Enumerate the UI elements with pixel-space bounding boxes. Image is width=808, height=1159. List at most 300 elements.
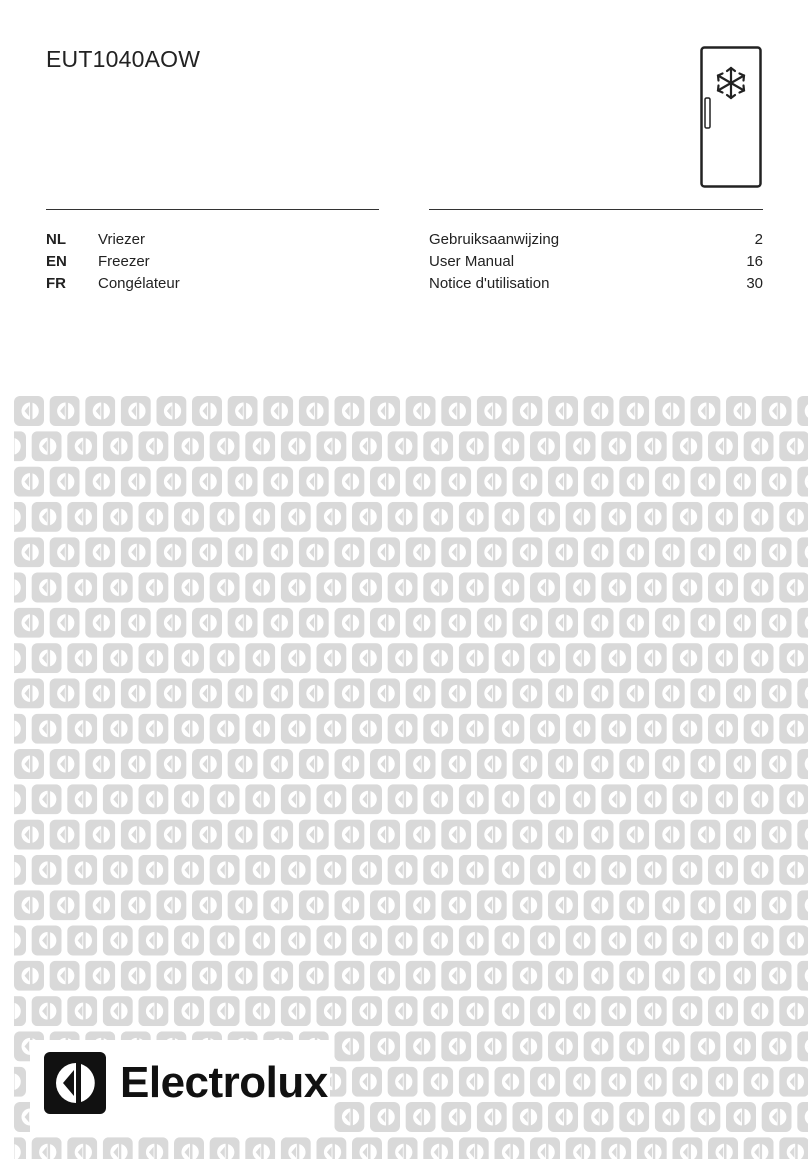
pattern-tile [263, 396, 293, 426]
pattern-tile [477, 749, 507, 779]
pattern-tile [672, 784, 702, 814]
pattern-tile [245, 996, 275, 1026]
pattern-tile [245, 926, 275, 956]
pattern-tile [512, 820, 542, 850]
pattern-tile [441, 608, 471, 638]
pattern-tile [762, 749, 792, 779]
pattern-tile [530, 926, 560, 956]
pattern-tile [138, 926, 168, 956]
pattern-tile [67, 502, 97, 532]
pattern-tile [281, 502, 311, 532]
pattern-tile [512, 1031, 542, 1061]
document-row-fr[interactable] [429, 275, 763, 297]
pattern-tile [174, 431, 204, 461]
pattern-tile [548, 678, 578, 708]
pattern-tile [512, 608, 542, 638]
pattern-tile [334, 396, 364, 426]
pattern-tile [156, 608, 186, 638]
pattern-tile [459, 431, 489, 461]
pattern-tile [121, 537, 151, 567]
pattern-tile [601, 855, 631, 885]
pattern-tile [406, 749, 436, 779]
pattern-tile [14, 537, 44, 567]
pattern-tile [726, 749, 756, 779]
pattern-tile [50, 961, 80, 991]
pattern-tile [708, 1067, 738, 1097]
pattern-tile [67, 573, 97, 603]
pattern-tile [494, 714, 524, 744]
pattern-tile [637, 573, 667, 603]
pattern-tile [601, 573, 631, 603]
pattern-tile [32, 714, 62, 744]
pattern-tile [726, 1102, 756, 1132]
pattern-tile [103, 784, 133, 814]
pattern-tile [174, 855, 204, 885]
pattern-tile [14, 678, 44, 708]
pattern-tile [619, 1031, 649, 1061]
pattern-tile [762, 820, 792, 850]
pattern-tile [494, 996, 524, 1026]
pattern-tile [245, 643, 275, 673]
pattern-tile [690, 749, 720, 779]
pattern-tile [210, 784, 240, 814]
pattern-tile [316, 996, 346, 1026]
pattern-tile [14, 396, 44, 426]
pattern-tile [423, 714, 453, 744]
pattern-tile [388, 784, 418, 814]
pattern-tile [281, 643, 311, 673]
pattern-tile [672, 573, 702, 603]
pattern-tile [512, 537, 542, 567]
pattern-tile [672, 643, 702, 673]
pattern-tile [192, 890, 222, 920]
pattern-tile [14, 1067, 26, 1097]
pattern-tile [138, 714, 168, 744]
pattern-tile [494, 1137, 524, 1159]
pattern-tile [584, 1031, 614, 1061]
pattern-tile [406, 1031, 436, 1061]
pattern-tile [103, 502, 133, 532]
pattern-tile [352, 996, 382, 1026]
pattern-tile [459, 502, 489, 532]
pattern-tile [459, 573, 489, 603]
pattern-tile [726, 961, 756, 991]
pattern-tile [637, 1067, 667, 1097]
pattern-tile [14, 714, 26, 744]
pattern-tile [584, 537, 614, 567]
pattern-tile [779, 784, 808, 814]
pattern-tile [299, 820, 329, 850]
pattern-tile [690, 1031, 720, 1061]
pattern-tile [566, 926, 596, 956]
pattern-tile [708, 926, 738, 956]
pattern-tile [14, 431, 26, 461]
pattern-tile [655, 1031, 685, 1061]
pattern-tile [174, 573, 204, 603]
pattern-tile [423, 502, 453, 532]
pattern-tile [174, 1137, 204, 1159]
pattern-tile [584, 467, 614, 497]
pattern-tile [566, 431, 596, 461]
pattern-tile [32, 996, 62, 1026]
pattern-tile [316, 573, 346, 603]
pattern-tile [210, 643, 240, 673]
pattern-tile [726, 396, 756, 426]
pattern-tile [441, 890, 471, 920]
pattern-tile [245, 1137, 275, 1159]
pattern-tile [50, 749, 80, 779]
pattern-tile [762, 1102, 792, 1132]
language-code: NL [46, 231, 66, 248]
pattern-tile [619, 537, 649, 567]
pattern-tile [210, 573, 240, 603]
pattern-tile [174, 643, 204, 673]
pattern-tile [477, 608, 507, 638]
pattern-tile [584, 396, 614, 426]
pattern-tile [494, 573, 524, 603]
language-code: EN [46, 253, 67, 270]
pattern-tile [121, 467, 151, 497]
pattern-tile [192, 961, 222, 991]
pattern-tile [103, 643, 133, 673]
pattern-tile [601, 926, 631, 956]
pattern-tile [32, 643, 62, 673]
pattern-tile [708, 784, 738, 814]
pattern-tile [352, 855, 382, 885]
pattern-tile [174, 996, 204, 1026]
pattern-tile [566, 714, 596, 744]
pattern-tile [459, 1137, 489, 1159]
pattern-tile [228, 890, 258, 920]
pattern-tile [441, 467, 471, 497]
pattern-tile [14, 996, 26, 1026]
pattern-tile [797, 467, 808, 497]
pattern-tile [726, 1031, 756, 1061]
pattern-tile [281, 1137, 311, 1159]
pattern-tile [103, 996, 133, 1026]
pattern-tile [263, 961, 293, 991]
pattern-tile [637, 643, 667, 673]
pattern-tile [494, 643, 524, 673]
pattern-tile [352, 431, 382, 461]
pattern-tile [672, 1137, 702, 1159]
pattern-tile [477, 820, 507, 850]
pattern-tile [281, 926, 311, 956]
pattern-tile [655, 961, 685, 991]
pattern-tile [530, 855, 560, 885]
pattern-tile [299, 537, 329, 567]
pattern-tile [281, 855, 311, 885]
pattern-tile [494, 855, 524, 885]
pattern-tile [67, 926, 97, 956]
pattern-tile [228, 537, 258, 567]
pattern-tile [708, 996, 738, 1026]
pattern-tile [494, 502, 524, 532]
pattern-tile [744, 1137, 774, 1159]
pattern-tile [708, 855, 738, 885]
pattern-tile [370, 961, 400, 991]
pattern-tile [352, 784, 382, 814]
pattern-tile [441, 537, 471, 567]
pattern-tile [744, 996, 774, 1026]
product-name: Congélateur [98, 275, 180, 292]
pattern-tile [406, 820, 436, 850]
pattern-tile [601, 502, 631, 532]
pattern-tile [210, 855, 240, 885]
pattern-tile [744, 643, 774, 673]
pattern-tile [477, 678, 507, 708]
document-row-nl[interactable] [429, 231, 763, 253]
pattern-tile [406, 678, 436, 708]
pattern-tile [423, 1137, 453, 1159]
pattern-tile [334, 820, 364, 850]
pattern-tile [32, 926, 62, 956]
pattern-tile [762, 890, 792, 920]
pattern-tile [512, 396, 542, 426]
pattern-tile [406, 467, 436, 497]
page-number: 30 [746, 275, 763, 292]
pattern-tile [138, 855, 168, 885]
pattern-tile [601, 643, 631, 673]
pattern-tile [299, 678, 329, 708]
pattern-tile [494, 431, 524, 461]
pattern-tile [601, 714, 631, 744]
pattern-tile [50, 537, 80, 567]
product-name: Freezer [98, 253, 150, 270]
pattern-tile [459, 643, 489, 673]
pattern-tile [14, 643, 26, 673]
pattern-tile [690, 890, 720, 920]
pattern-tile [156, 396, 186, 426]
pattern-tile [762, 537, 792, 567]
pattern-tile [494, 926, 524, 956]
pattern-tile [245, 573, 275, 603]
pattern-tile [352, 502, 382, 532]
pattern-tile [263, 537, 293, 567]
pattern-tile [477, 396, 507, 426]
pattern-tile [406, 537, 436, 567]
pattern-tile [14, 784, 26, 814]
pattern-tile [334, 890, 364, 920]
pattern-tile [121, 820, 151, 850]
pattern-tile [619, 1102, 649, 1132]
pattern-tile [441, 820, 471, 850]
pattern-tile [530, 1137, 560, 1159]
pattern-tile [690, 396, 720, 426]
pattern-tile [316, 714, 346, 744]
pattern-tile [121, 961, 151, 991]
pattern-tile [156, 890, 186, 920]
pattern-tile [584, 678, 614, 708]
pattern-tile [263, 890, 293, 920]
pattern-tile [744, 431, 774, 461]
pattern-tile [797, 396, 808, 426]
pattern-tile [459, 714, 489, 744]
pattern-tile [192, 467, 222, 497]
pattern-tile [690, 1102, 720, 1132]
pattern-tile [672, 714, 702, 744]
pattern-tile [14, 1137, 26, 1159]
pattern-tile [138, 573, 168, 603]
pattern-tile [14, 749, 44, 779]
pattern-tile [406, 608, 436, 638]
pattern-tile [655, 396, 685, 426]
pattern-tile [245, 784, 275, 814]
pattern-tile [744, 855, 774, 885]
pattern-tile [316, 1137, 346, 1159]
pattern-tile [316, 784, 346, 814]
pattern-tile [584, 890, 614, 920]
pattern-tile [548, 396, 578, 426]
pattern-tile [566, 996, 596, 1026]
pattern-tile [726, 467, 756, 497]
document-row-en[interactable] [429, 253, 763, 275]
pattern-tile [423, 573, 453, 603]
pattern-tile [548, 820, 578, 850]
divider-right [429, 209, 763, 210]
pattern-tile [762, 608, 792, 638]
pattern-tile [370, 1031, 400, 1061]
pattern-tile [477, 537, 507, 567]
pattern-tile [121, 608, 151, 638]
pattern-tile [14, 926, 26, 956]
pattern-tile [67, 643, 97, 673]
pattern-tile [619, 396, 649, 426]
pattern-tile [85, 396, 115, 426]
pattern-tile [85, 537, 115, 567]
pattern-tile [530, 714, 560, 744]
pattern-tile [228, 749, 258, 779]
pattern-tile [708, 502, 738, 532]
pattern-tile [762, 467, 792, 497]
pattern-tile [548, 467, 578, 497]
pattern-tile [14, 467, 44, 497]
pattern-tile [566, 502, 596, 532]
pattern-tile [14, 855, 26, 885]
pattern-tile [690, 467, 720, 497]
pattern-tile [477, 1102, 507, 1132]
pattern-tile [263, 749, 293, 779]
pattern-tile [619, 467, 649, 497]
pattern-tile [459, 855, 489, 885]
pattern-tile [263, 608, 293, 638]
pattern-tile [50, 467, 80, 497]
pattern-tile [601, 996, 631, 1026]
pattern-tile [655, 1102, 685, 1132]
pattern-tile [690, 537, 720, 567]
pattern-tile [388, 502, 418, 532]
electrolux-logo-icon [44, 1052, 106, 1114]
pattern-tile [352, 926, 382, 956]
pattern-tile [85, 961, 115, 991]
pattern-tile [67, 996, 97, 1026]
pattern-tile [103, 431, 133, 461]
pattern-tile [423, 643, 453, 673]
pattern-tile [566, 573, 596, 603]
pattern-tile [50, 820, 80, 850]
pattern-tile [85, 749, 115, 779]
pattern-tile [121, 396, 151, 426]
pattern-tile [566, 1137, 596, 1159]
pattern-tile [548, 890, 578, 920]
pattern-tile [637, 784, 667, 814]
pattern-tile [797, 1031, 808, 1061]
pattern-tile [370, 1102, 400, 1132]
pattern-tile [156, 537, 186, 567]
brand-name: Electrolux [120, 1058, 328, 1107]
pattern-tile [762, 396, 792, 426]
pattern-tile [690, 678, 720, 708]
pattern-tile [779, 1137, 808, 1159]
pattern-tile [708, 714, 738, 744]
pattern-tile [708, 431, 738, 461]
page-number: 2 [754, 231, 763, 248]
pattern-tile [192, 820, 222, 850]
pattern-tile [637, 1137, 667, 1159]
pattern-tile [672, 1067, 702, 1097]
pattern-tile [672, 996, 702, 1026]
pattern-tile [50, 608, 80, 638]
pattern-tile [299, 396, 329, 426]
divider-left [46, 209, 379, 210]
pattern-tile [14, 608, 44, 638]
pattern-tile [352, 1067, 382, 1097]
pattern-tile [121, 890, 151, 920]
pattern-tile [334, 1102, 364, 1132]
pattern-tile [423, 926, 453, 956]
pattern-tile [138, 784, 168, 814]
pattern-tile [103, 714, 133, 744]
pattern-tile [655, 467, 685, 497]
pattern-tile [103, 1137, 133, 1159]
pattern-tile [655, 608, 685, 638]
pattern-tile [228, 396, 258, 426]
pattern-tile [388, 1067, 418, 1097]
pattern-tile [477, 467, 507, 497]
pattern-tile [14, 820, 44, 850]
pattern-tile [370, 537, 400, 567]
pattern-tile [352, 573, 382, 603]
pattern-tile [726, 678, 756, 708]
pattern-tile [726, 820, 756, 850]
pattern-tile [228, 608, 258, 638]
pattern-tile [655, 820, 685, 850]
pattern-tile [192, 678, 222, 708]
pattern-tile [228, 961, 258, 991]
document-title: User Manual [429, 253, 515, 270]
pattern-tile [423, 855, 453, 885]
pattern-tile [138, 996, 168, 1026]
pattern-tile [263, 820, 293, 850]
pattern-tile [138, 502, 168, 532]
pattern-tile [797, 961, 808, 991]
pattern-tile [32, 573, 62, 603]
pattern-tile [192, 608, 222, 638]
pattern-tile [584, 1102, 614, 1132]
pattern-tile [601, 431, 631, 461]
pattern-tile [512, 678, 542, 708]
pattern-tile [512, 890, 542, 920]
pattern-tile [779, 502, 808, 532]
pattern-tile [370, 890, 400, 920]
pattern-tile [530, 502, 560, 532]
pattern-tile [619, 890, 649, 920]
pattern-tile [406, 1102, 436, 1132]
pattern-tile [530, 643, 560, 673]
pattern-tile [316, 502, 346, 532]
pattern-tile [477, 890, 507, 920]
pattern-tile [601, 1067, 631, 1097]
